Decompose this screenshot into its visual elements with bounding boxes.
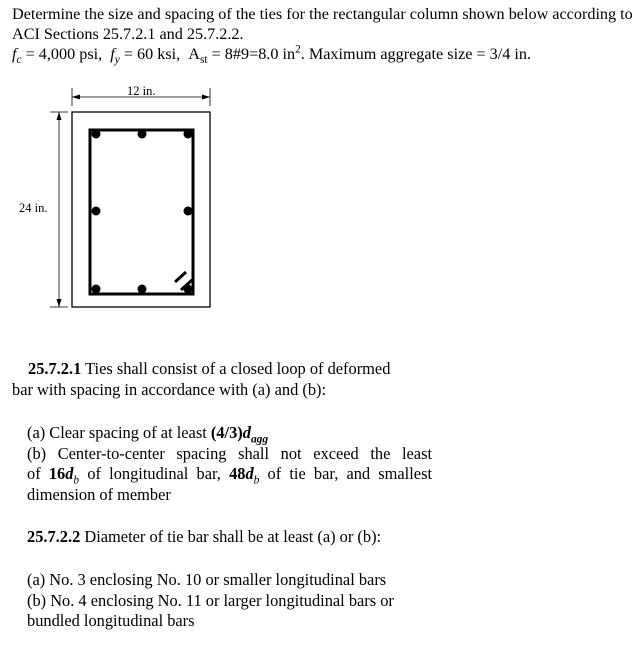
b-sub2: b [253, 474, 260, 487]
b-16: 16 [48, 464, 66, 483]
b-of: of [27, 464, 49, 483]
sec1-item-a-sub: agg [250, 433, 269, 446]
agg-text: . Maximum aggregate size = 3/4 in. [300, 45, 532, 63]
sec1-line-2: bar with spacing in accordance with (a) and (b): [12, 379, 327, 399]
tie-hook-1 [175, 272, 186, 282]
longitudinal-bar [138, 130, 147, 139]
ast-sup: 2 [295, 43, 301, 56]
ast-value: = 8#9=8.0 in [207, 45, 296, 63]
longitudinal-bar [92, 207, 101, 216]
longitudinal-bar [92, 285, 101, 294]
width-label: 12 in. [127, 84, 156, 98]
width-arrow-left [72, 95, 80, 100]
sec1-item-a [27, 423, 432, 444]
sec2-number: 25.7.2.2 [27, 527, 81, 546]
sec1-line-1-text: Ties shall consist of a closed loop of deformed [81, 359, 391, 378]
height-arrow-bottom [57, 299, 62, 307]
section-25-7-2-1-items [27, 423, 432, 505]
problem-line-2: ACI Sections 25.7.2.1 and 25.7.2.2. [12, 25, 244, 43]
fc-sub: c [16, 54, 22, 67]
sec1-item-a-d: d [242, 423, 251, 442]
b-mid: of longitudinal bar, [79, 464, 230, 483]
longitudinal-bar [184, 207, 193, 216]
ast-sub: st [200, 54, 208, 67]
sec1-item-b-line-2 [27, 464, 432, 485]
sec1-number: 25.7.2.1 [28, 359, 82, 378]
b-end: of tie bar, and smallest [259, 464, 432, 483]
problem-line-1: Determine the size and spacing of the ties for the rectangular column shown below according to [12, 5, 633, 23]
sec2-item-b-line-1: (b) No. 4 enclosing No. 11 or larger longitudinal bars or [27, 590, 394, 610]
b-d1: d [65, 464, 74, 483]
sec1-item-b-line-3: dimension of member [27, 484, 171, 504]
sec2-title [27, 527, 432, 548]
tie-bar [90, 130, 193, 294]
longitudinal-bar [92, 130, 101, 139]
fy-value: = 60 ksi, [119, 45, 181, 63]
width-arrow-right [202, 95, 210, 100]
longitudinal-bar [184, 285, 193, 294]
sec1-item-a-bold: (4/3) [210, 423, 243, 442]
sec2-item-b-line-2: bundled longitudinal bars [27, 611, 195, 630]
sec2-title-text: Diameter of tie bar shall be at least (a) or (b): [80, 527, 382, 546]
section-25-7-2-1 [12, 359, 442, 400]
fy-symbol: f [110, 45, 115, 63]
b-d2: d [245, 464, 254, 483]
sec1-item-b-line-1: (b) Center-to-center spacing shall not exceed the least [27, 443, 432, 463]
height-label: 24 in. [19, 201, 48, 215]
fc-value: = 4,000 psi, [21, 45, 103, 63]
sec1-item-a-text: (a) Clear spacing of at least [27, 423, 211, 442]
section-25-7-2-2 [27, 527, 432, 548]
b-48: 48 [229, 464, 246, 483]
b-sub1: b [73, 474, 80, 487]
longitudinal-bar [184, 130, 193, 139]
sec2-item-a: (a) No. 3 enclosing No. 10 or smaller longitudinal bars [27, 570, 387, 589]
section-25-7-2-2-items [27, 570, 432, 632]
height-arrow-top [57, 112, 62, 120]
longitudinal-bar [138, 285, 147, 294]
ast-label: A [188, 45, 200, 63]
sec1-line-1 [12, 359, 442, 380]
fc-symbol: f [12, 45, 17, 63]
fy-sub: y [114, 54, 120, 67]
